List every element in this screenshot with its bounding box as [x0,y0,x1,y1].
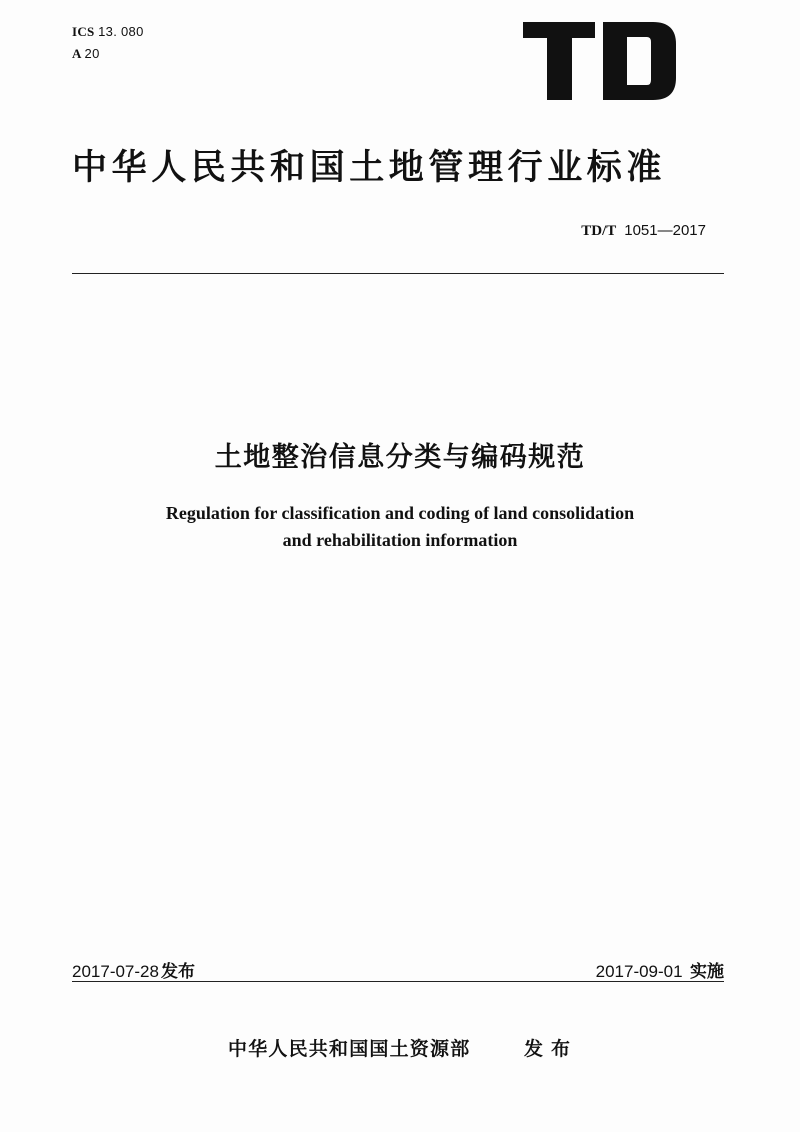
implementation-date-word: 实施 [690,962,724,982]
issuing-action: 发布 [524,1038,579,1060]
issue-date-value: 2017-07-28 [72,962,159,981]
implementation-date-value: 2017-09-01 [595,962,683,981]
standard-code-number: 1051—2017 [624,222,706,239]
standard-category-title: 中华人民共和国土地管理行业标准 [72,148,667,188]
ics-label: ICS [72,24,95,39]
issuing-authority: 中华人民共和国国土资源部 [228,1038,471,1060]
standard-code [581,221,706,240]
document-title-cn: 土地整治信息分类与编码规范 [214,442,586,473]
document-title-en-line1: Regulation for classification and coding of land consolidation [165,503,635,523]
td-logo-d [603,22,676,100]
bottom-divider [72,981,724,982]
ics-classification [72,24,144,40]
issue-date-word: 发布 [160,962,195,982]
implementation-date [596,957,724,982]
document-title-en-line2: and rehabilitation information [282,530,518,550]
ccs-value: 20 [84,46,100,61]
top-divider [72,273,724,274]
ics-value: 13. 080 [98,24,144,39]
ccs-classification [72,46,100,62]
td-logo-t-stem [547,22,572,100]
td-logo [523,22,676,100]
issue-date [72,957,195,982]
standard-code-prefix: TD/T [581,223,617,239]
ccs-label: A [72,46,81,61]
